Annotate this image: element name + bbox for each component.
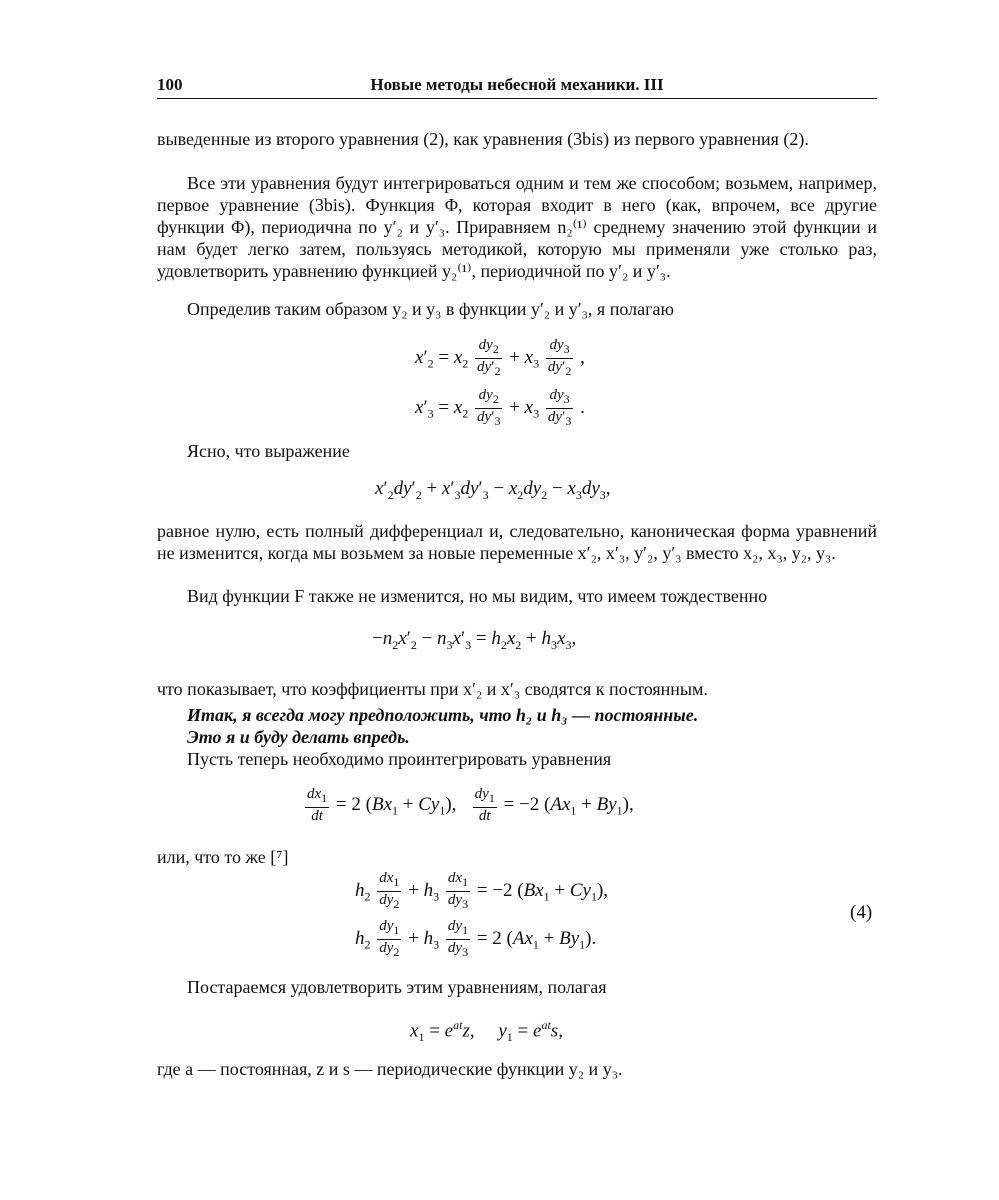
paragraph-9: Это я и буду делать впредь.	[187, 727, 410, 747]
equation-4-line-1: $h_2$ $\frac{dx_1}{dy_2}$ + $h_3$ $\frac{dx_1}{dy_3}$ = −2 $(Bx_1 + Cy_1)$,	[355, 870, 609, 911]
paragraph-6: Вид функции F также не изменится, но мы видим, что имеем тождественно	[187, 586, 768, 606]
paragraph-4: Ясно, что выражение	[187, 441, 350, 461]
paragraph-11: или, что то же [⁷]	[157, 847, 289, 867]
paragraph-2: Все эти уравнения будут интегрироваться одним и тем же способом; возьмем, например, первое уравнение (3bis). Функция Φ, которая входит в него (как, впрочем, все другие функции Φ), периодична по y′₂ и y′₃. Приравняем n₂⁽¹⁾ среднему значению этой функции и нам будет легко затем, пользуясь методикой, которую мы применяли уже столько раз, удовлетворить уравнению функцией y₂⁽¹⁾, периодичной по y′₂ и y′₃.	[157, 173, 877, 281]
paragraph-13: где a — постоянная, z и s — периодические функции y₂ и y₃.	[157, 1059, 623, 1079]
running-title: Новые методы небесной механики. III	[370, 75, 664, 94]
equation-4-line-2: $h_2$ $\frac{dy_1}{dy_2}$ + $h_3$ $\frac{dy_1}{dy_3}$ = 2 $(Ax_1 + By_1)$.	[355, 918, 597, 959]
paragraph-3: Определив таким образом y₂ и y₃ в функции y′₂ и y′₃, я полагаю	[187, 299, 674, 319]
paragraph-5: равное нулю, есть полный дифференциал и, следовательно, каноническая форма уравнений не изменится, когда мы возьмем за новые переменные x′₂, x′₃, y′₂, y′₃ вместо x₂, x₃, y₂, y₃.	[157, 521, 877, 563]
running-header	[157, 74, 877, 99]
paragraph-8: Итак, я всегда могу предположить, что h₂ и h₃ — постоянные.	[187, 705, 699, 725]
equation-x2-prime: $x'_2 = x_2$ $\frac{dy_2}{dy'_2}$ + $x_3$ $\frac{dy_3}{dy'_2}$ ,	[415, 337, 585, 378]
page-number: 100	[157, 75, 183, 94]
paragraph-10: Пусть теперь необходимо проинтегрировать уравнения	[187, 749, 612, 769]
paragraph-7: что показывает, что коэффициенты при x′₂ и x′₃ сводятся к постоянным.	[157, 679, 708, 699]
equation-x3-prime: $x'_3 = x_2$ $\frac{dy_2}{dy'_3}$ + $x_3$ $\frac{dy_3}{dy'_3}$ .	[415, 387, 585, 428]
equation-differential: $x'_2dy'_2 + x'_3dy'_3 - x_2dy_2 - x_3dy_3$,	[375, 478, 611, 502]
equation-substitution: $x_1 = e^{at}z$, $y_1 = e^{at}s$,	[410, 1018, 563, 1045]
paragraph-1: выведенные из второго уравнения (2), как уравнения (3bis) из первого уравнения (2).	[157, 129, 809, 149]
paragraph-12: Постараемся удовлетворить этим уравнениям, полагая	[187, 977, 607, 997]
equation-number: (4)	[850, 902, 873, 923]
equation-identity: $-n_2x'_2 - n_3x'_3 = h_2x_2 + h_3x_3$,	[372, 628, 577, 652]
equation-system-dt: $\frac{dx_1}{dt}$ = 2 $(Bx_1 + Cy_1)$, $\frac{dy_1}{dt}$ = −2 $(Ax_1 + By_1)$,	[307, 786, 634, 824]
